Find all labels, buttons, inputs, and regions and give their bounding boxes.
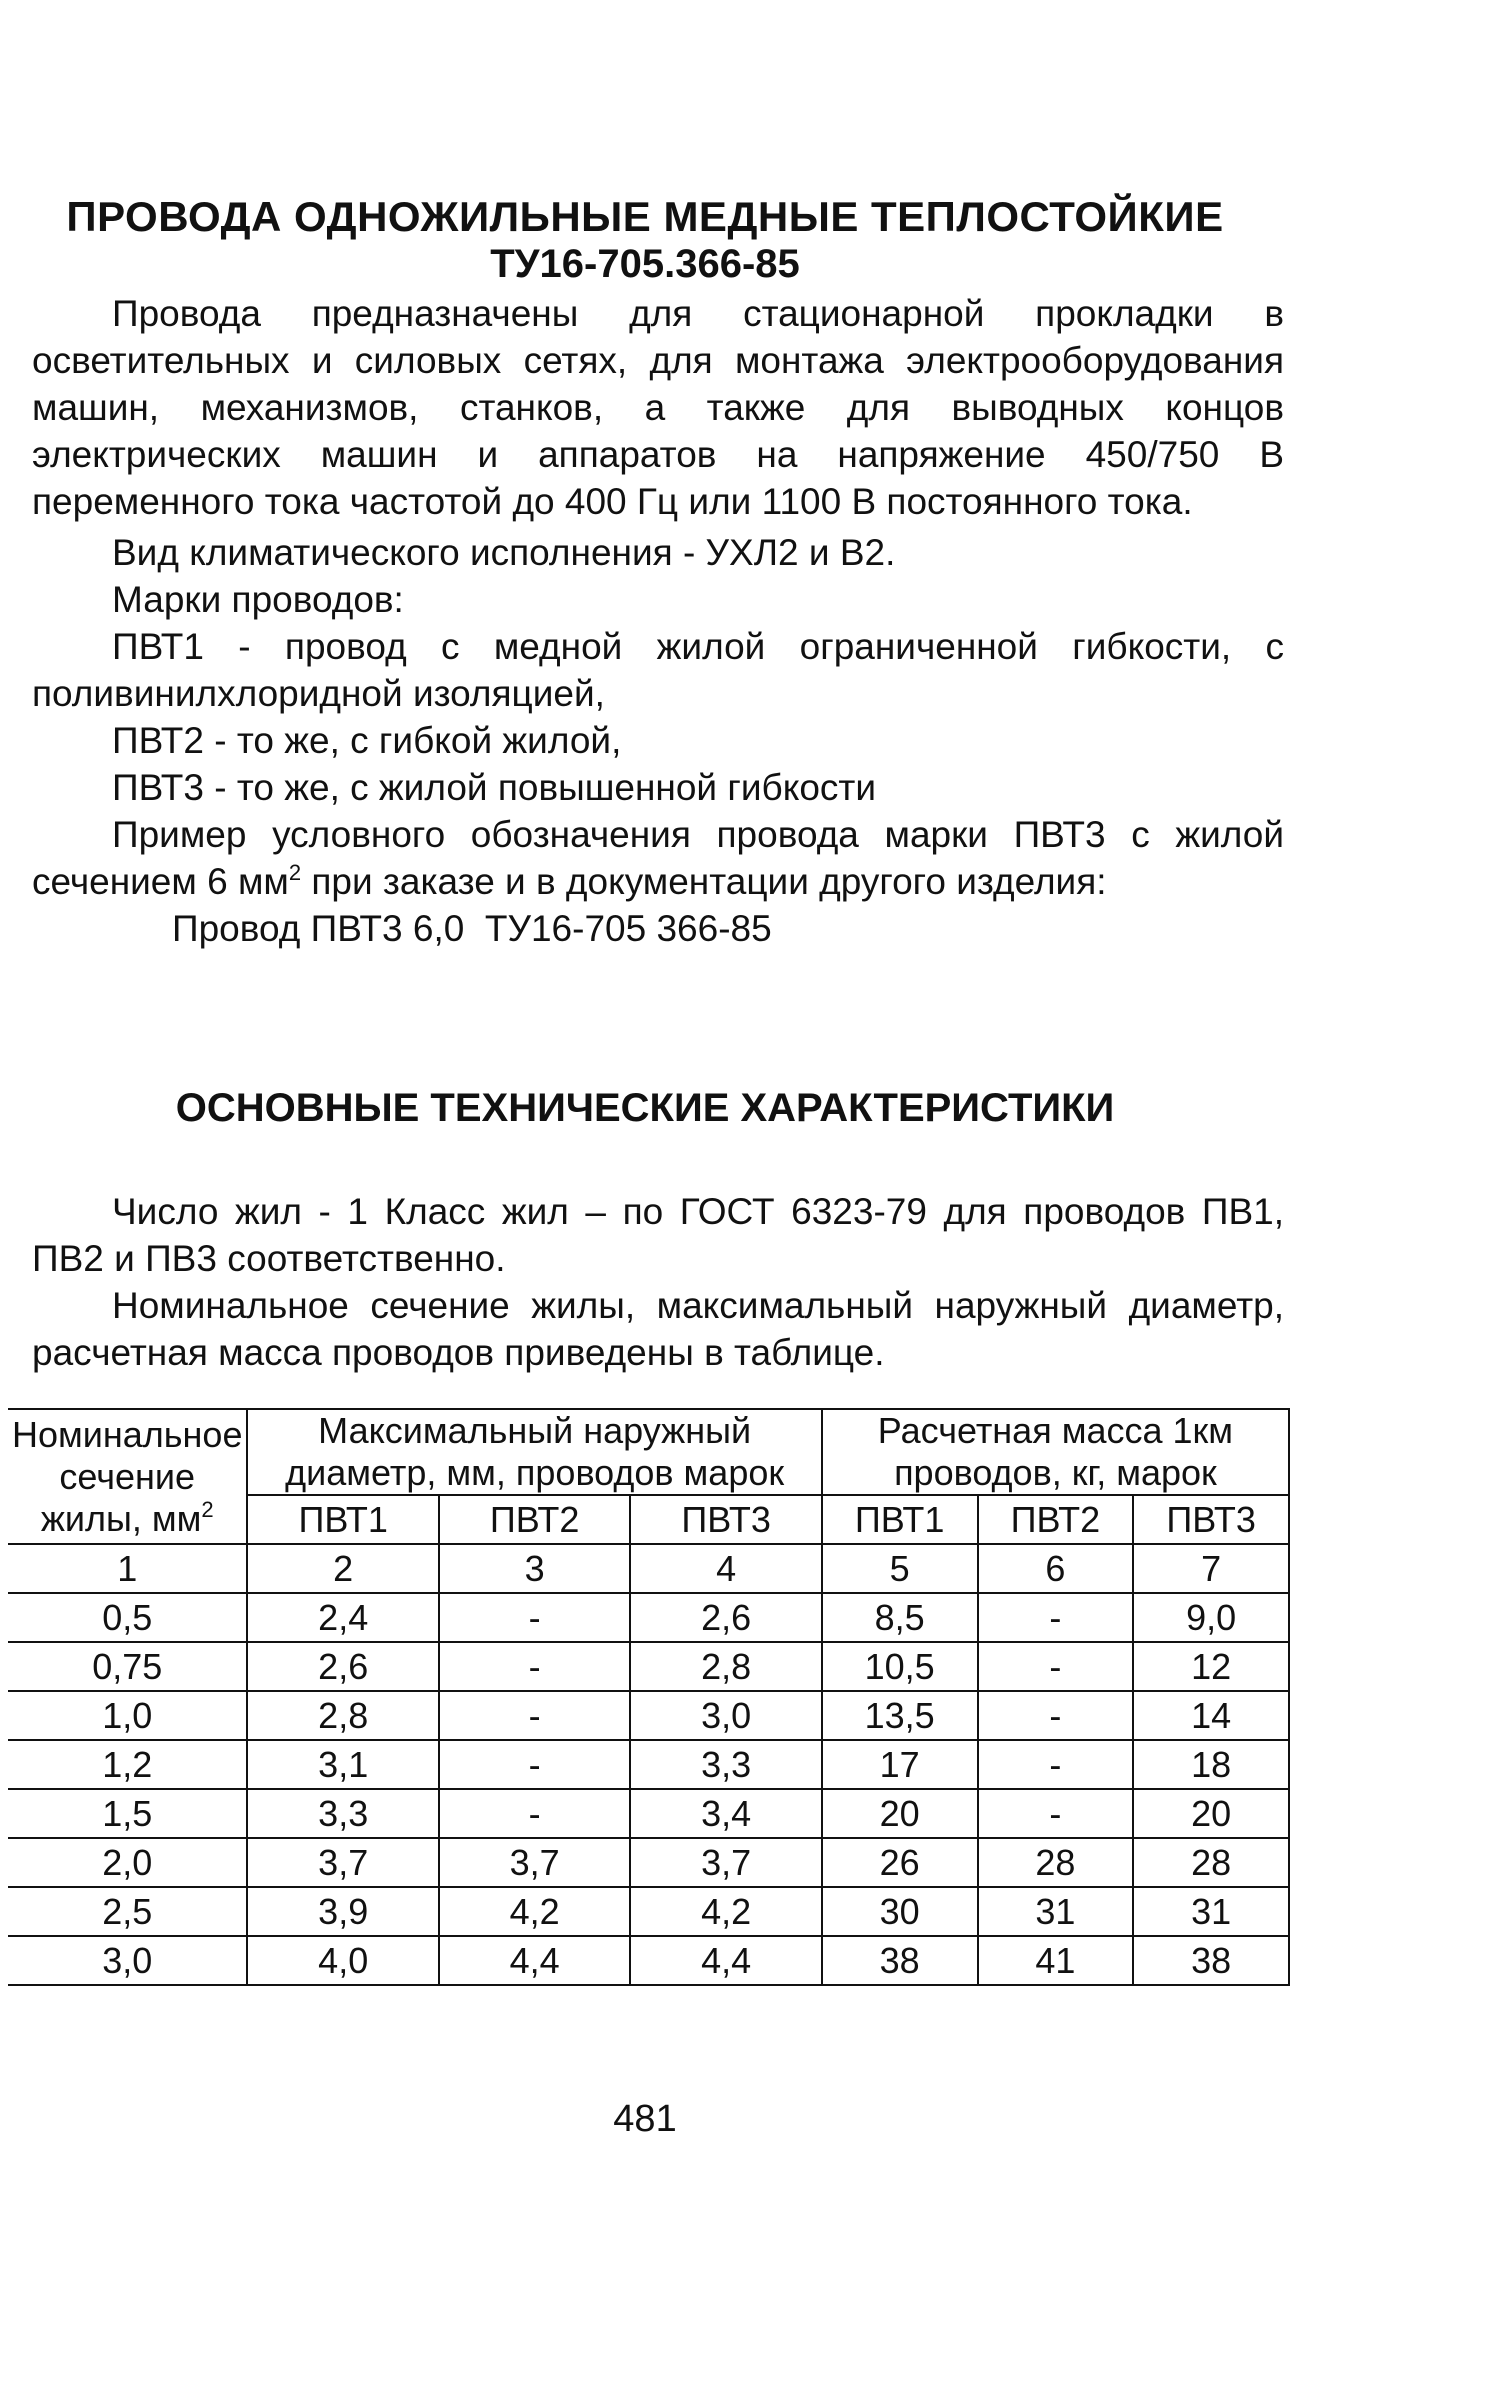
table-cell: 3,7 xyxy=(630,1838,821,1887)
table-cell: 28 xyxy=(1133,1838,1289,1887)
marks-heading: Марки проводов: xyxy=(112,579,404,620)
table-cell: 3,7 xyxy=(439,1838,630,1887)
table-cell: 13,5 xyxy=(822,1691,978,1740)
column-number: 7 xyxy=(1133,1544,1289,1593)
header-mark: ПВТ1 xyxy=(822,1495,978,1544)
header-mark: ПВТ2 xyxy=(439,1495,630,1544)
table-cell: - xyxy=(439,1691,630,1740)
table-cell: - xyxy=(439,1642,630,1691)
table-row xyxy=(8,1887,1289,1936)
table-cell: 1,5 xyxy=(8,1789,247,1838)
column-number: 5 xyxy=(822,1544,978,1593)
table-cell: 1,2 xyxy=(8,1740,247,1789)
table-cell: 3,3 xyxy=(630,1740,821,1789)
section-title: ОСНОВНЫЕ ТЕХНИЧЕСКИЕ ХАРАКТЕРИСТИКИ xyxy=(175,1086,1115,1130)
table-cell: 26 xyxy=(822,1838,978,1887)
table-cell: 28 xyxy=(978,1838,1134,1887)
standard-code: ТУ16-705.366-85 xyxy=(490,242,800,286)
table-cell: - xyxy=(978,1593,1134,1642)
table-cell: 2,5 xyxy=(8,1887,247,1936)
table-cell: 18 xyxy=(1133,1740,1289,1789)
table-row xyxy=(8,1838,1289,1887)
header-mark: ПВТ3 xyxy=(630,1495,821,1544)
table-cell: 30 xyxy=(822,1887,978,1936)
table-row xyxy=(8,1936,1289,1985)
table-cell: 3,7 xyxy=(247,1838,438,1887)
table-cell: 2,4 xyxy=(247,1593,438,1642)
table-cell: - xyxy=(978,1789,1134,1838)
description-block xyxy=(32,290,1284,952)
table-cell: 1,0 xyxy=(8,1691,247,1740)
table-cell: - xyxy=(439,1789,630,1838)
table-cell: - xyxy=(978,1740,1134,1789)
table-cell: 0,5 xyxy=(8,1593,247,1642)
column-number: 1 xyxy=(8,1544,247,1593)
table-row xyxy=(8,1789,1289,1838)
table-cell: 31 xyxy=(1133,1887,1289,1936)
table-cell: - xyxy=(978,1691,1134,1740)
table-row xyxy=(8,1691,1289,1740)
table-cell: 20 xyxy=(822,1789,978,1838)
table-cell: 9,0 xyxy=(1133,1593,1289,1642)
header-diameter: Максимальный наружный диаметр, мм, проводов марок xyxy=(247,1409,821,1495)
table-cell: 14 xyxy=(1133,1691,1289,1740)
table-cell: 4,2 xyxy=(439,1887,630,1936)
table-cell: 17 xyxy=(822,1740,978,1789)
table-cell: 4,2 xyxy=(630,1887,821,1936)
table-cell: 8,5 xyxy=(822,1593,978,1642)
column-number-row xyxy=(8,1544,1289,1593)
table-row xyxy=(8,1593,1289,1642)
header-mark: ПВТ1 xyxy=(247,1495,438,1544)
table-row xyxy=(8,1740,1289,1789)
mark-pvt1: ПВТ1 - провод с медной жилой ограниченной гибкости, с поливинилхлоридной изоляцией, xyxy=(32,626,1284,714)
table-cell: 3,9 xyxy=(247,1887,438,1936)
climate-paragraph: Вид климатического исполнения - УХЛ2 и В2. xyxy=(112,532,896,573)
mark-pvt2: ПВТ2 - то же, с гибкой жилой, xyxy=(112,720,622,761)
characteristics-block xyxy=(32,1188,1284,1376)
page-number: 481 xyxy=(613,2098,677,2140)
header-cross-section: Номинальное сечение жилы, $мм^2$ xyxy=(8,1409,247,1544)
intro-paragraph: Провода предназначены для стационарной прокладки в осветительных и силовых сетях, для монтажа электрооборудования машин, механизмов, станков, а также для выводных концов электрических машин и аппаратов на напряжение 450/750 В переменного тока частотой до 400 Гц или 1100 В постоянного тока. xyxy=(32,293,1284,522)
table-cell: - xyxy=(439,1593,630,1642)
table-cell: 20 xyxy=(1133,1789,1289,1838)
table-cell: - xyxy=(978,1642,1134,1691)
table-cell: 2,8 xyxy=(247,1691,438,1740)
table-cell: 31 xyxy=(978,1887,1134,1936)
column-number: 3 xyxy=(439,1544,630,1593)
table-cell: 2,6 xyxy=(247,1642,438,1691)
table-cell: 38 xyxy=(1133,1936,1289,1985)
column-number: 2 xyxy=(247,1544,438,1593)
specifications-table xyxy=(8,1408,1290,1986)
table-body xyxy=(8,1593,1289,1985)
table-cell: 2,8 xyxy=(630,1642,821,1691)
table-cell: 41 xyxy=(978,1936,1134,1985)
table-cell: 3,0 xyxy=(8,1936,247,1985)
table-cell: 3,1 xyxy=(247,1740,438,1789)
example-code: Провод ПВТ3 6,0 ТУ16-705 366-85 xyxy=(172,908,772,949)
table-cell: 4,4 xyxy=(630,1936,821,1985)
page-title: ПРОВОДА ОДНОЖИЛЬНЫЕ МЕДНЫЕ ТЕПЛОСТОЙКИЕ xyxy=(66,193,1224,240)
column-number: 4 xyxy=(630,1544,821,1593)
column-number: 6 xyxy=(978,1544,1134,1593)
example-paragraph: Пример условного обозначения провода марки ПВТ3 с жилой сечением 6 $мм^2$ при заказе и в документации другого изделия: xyxy=(32,814,1284,902)
table-cell: 4,4 xyxy=(439,1936,630,1985)
table-cell: 0,75 xyxy=(8,1642,247,1691)
table-intro-paragraph: Номинальное сечение жилы, максимальный наружный диаметр, расчетная масса проводов приведены в таблице. xyxy=(32,1285,1284,1373)
table-cell: 3,3 xyxy=(247,1789,438,1838)
table-cell: 2,0 xyxy=(8,1838,247,1887)
header-mark: ПВТ3 xyxy=(1133,1495,1289,1544)
header-mark: ПВТ2 xyxy=(978,1495,1134,1544)
table-cell: 10,5 xyxy=(822,1642,978,1691)
table-row xyxy=(8,1642,1289,1691)
cores-paragraph: Число жил - 1 Класс жил – по ГОСТ 6323-79 для проводов ПВ1, ПВ2 и ПВ3 соответственно. xyxy=(32,1191,1284,1279)
table-cell: 4,0 xyxy=(247,1936,438,1985)
table-cell: 12 xyxy=(1133,1642,1289,1691)
table-cell: 3,0 xyxy=(630,1691,821,1740)
table-cell: - xyxy=(439,1740,630,1789)
table-cell: 38 xyxy=(822,1936,978,1985)
mark-pvt3: ПВТ3 - то же, с жилой повышенной гибкости xyxy=(112,767,877,808)
table-cell: 3,4 xyxy=(630,1789,821,1838)
header-mass: Расчетная масса 1км проводов, кг, марок xyxy=(822,1409,1289,1495)
table-cell: 2,6 xyxy=(630,1593,821,1642)
